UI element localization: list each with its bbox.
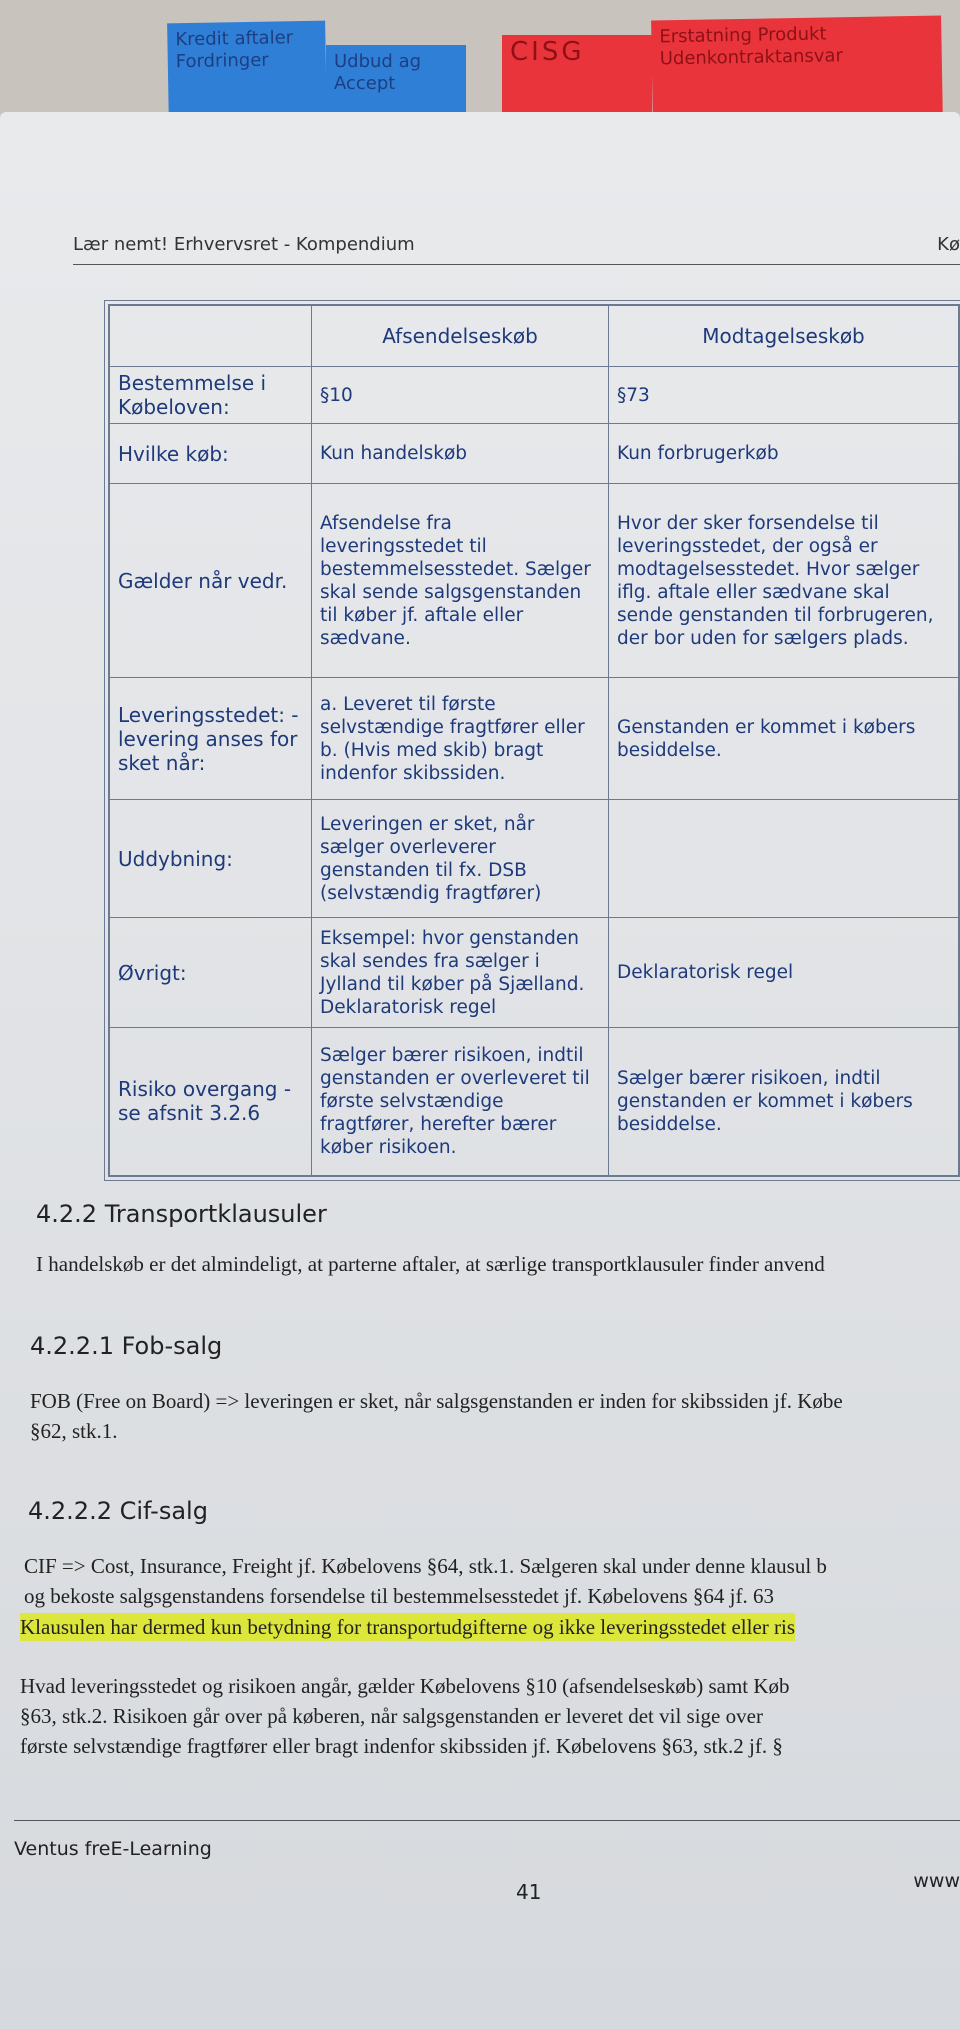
paragraph-risk-line-1: Hvad leveringsstedet og risikoen angår, gælder Købelovens §10 (afsendelseskøb) samt Køb (20, 1674, 790, 1698)
comparison-table (108, 304, 960, 1177)
paragraph-transportklausuler: I handelskøb er det almindeligt, at parterne aftaler, at særlige transportklausuler finder anvend (36, 1252, 825, 1276)
row-cell-b: Deklaratorisk regel (609, 918, 960, 1028)
row-cell-a: Eksempel: hvor genstanden skal sendes fra sælger i Jylland til køber på Sjælland. Deklaratorisk regel (312, 918, 609, 1028)
table-row (109, 367, 959, 424)
row-cell-a: Leveringen er sket, når sælger overleverer genstanden til fx. DSB (selvstændig fragtfører) (312, 800, 609, 918)
sticky-note-udbud: Udbud ag Accept (326, 45, 466, 125)
table-row (109, 424, 959, 484)
table-header-afsendelseskob: Afsendelseskøb (312, 305, 609, 367)
row-cell-a: §10 (312, 367, 609, 424)
row-label: Uddybning: (109, 800, 312, 918)
row-cell-b: Genstanden er kommet i købers besiddelse. (609, 678, 960, 800)
document-page (0, 112, 960, 2029)
paragraph-risk-line-3: første selvstændige fragtfører eller bragt indenfor skibssiden jf. Købelovens §63, stk.2 jf. § (20, 1734, 783, 1758)
heading-4-2-2: 4.2.2 Transportklausuler (36, 1200, 327, 1228)
table-row (109, 484, 959, 678)
row-label: Gælder når vedr. (109, 484, 312, 678)
sticky-note-kredit: Kredit aftaler Fordringer (167, 21, 327, 127)
row-label: Øvrigt: (109, 918, 312, 1028)
table-header-empty (109, 305, 312, 367)
paragraph-fob-line-1: FOB (Free on Board) => leveringen er sket, når salgsgenstanden er inden for skibssiden jf. Købe (30, 1389, 843, 1413)
sticky-note-cisg: CISG (502, 35, 652, 125)
paragraph-cif-line-3-highlighted: Klausulen har dermed kun betydning for transportudgifterne og ikke leveringsstedet eller ris (20, 1615, 796, 1639)
footer-rule (14, 1820, 960, 1821)
row-cell-b: Kun forbrugerkøb (609, 424, 960, 484)
table-row (109, 800, 959, 918)
sticky-note-erstatning: Erstatning Produkt Udenkontraktansvar (651, 15, 943, 127)
row-label: Risiko overgang - se afsnit 3.2.6 (109, 1028, 312, 1176)
paragraph-cif-line-2: og bekoste salgsgenstandens forsendelse til bestemmelsesstedet jf. Købelovens §64 jf. 63 (24, 1584, 775, 1608)
row-cell-b: §73 (609, 367, 960, 424)
row-cell-b (609, 800, 960, 918)
heading-4-2-2-1: 4.2.2.1 Fob-salg (30, 1332, 223, 1360)
row-cell-b: Sælger bærer risikoen, indtil genstanden er kommet i købers besiddelse. (609, 1028, 960, 1176)
heading-4-2-2-2: 4.2.2.2 Cif-salg (28, 1497, 208, 1525)
table-row (109, 1028, 959, 1176)
table-row (109, 678, 959, 800)
row-cell-a: Afsendelse fra leveringsstedet til bestemmelsesstedet. Sælger skal sende salgsgenstanden til køber jf. aftale eller sædvane. (312, 484, 609, 678)
row-cell-b: Hvor der sker forsendelse til leveringsstedet, der også er modtagelsesstedet. Hvor sælger iflg. aftale eller sædvane skal sende genstanden til forbrugeren, der bor uden for sælgers plads. (609, 484, 960, 678)
table-header-modtagelseskob: Modtagelseskøb (609, 305, 960, 367)
header-title: Lær nemt! Erhvervsret - Kompendium (73, 234, 415, 255)
table-row (109, 918, 959, 1028)
row-cell-a: Sælger bærer risikoen, indtil genstanden er overleveret til første selvstændige fragtfører, herefter bærer køber risikoen. (312, 1028, 609, 1176)
row-cell-a: a. Leveret til første selvstændige fragtfører eller b. (Hvis med skib) bragt indenfor skibssiden. (312, 678, 609, 800)
paragraph-cif-line-1: CIF => Cost, Insurance, Freight jf. Købelovens §64, stk.1. Sælgeren skal under denne klausul b (24, 1554, 827, 1578)
header-rule (73, 264, 960, 265)
row-label: Bestemmelse i Købeloven: (109, 367, 312, 424)
footer-www: www (913, 1870, 960, 1892)
header-right: Kø (937, 234, 960, 255)
row-label: Leveringsstedet: - levering anses for sket når: (109, 678, 312, 800)
row-cell-a: Kun handelskøb (312, 424, 609, 484)
page-number: 41 (516, 1880, 542, 1904)
sticky-note-tabs (0, 0, 960, 125)
paragraph-risk-line-2: §63, stk.2. Risikoen går over på køberen, når salgsgenstanden er leveret det vil sige over (20, 1704, 763, 1728)
footer-publisher: Ventus freE-Learning (14, 1838, 212, 1860)
row-label: Hvilke køb: (109, 424, 312, 484)
paragraph-fob-line-2: §62, stk.1. (30, 1419, 118, 1443)
running-header (73, 234, 960, 255)
table-header-row (109, 305, 959, 367)
